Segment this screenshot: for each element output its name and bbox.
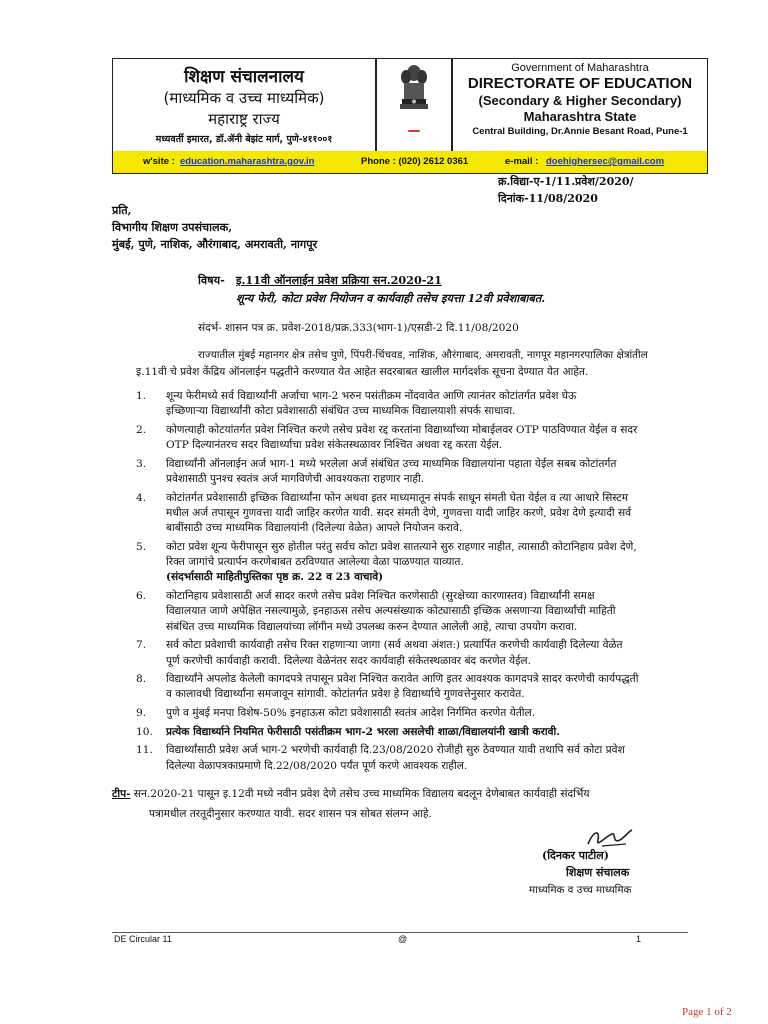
address-english: Central Building, Dr.Annie Besant Road, Pune-1	[472, 126, 688, 137]
list-item-number: 2.	[136, 423, 147, 436]
list-item	[136, 540, 706, 586]
office-name-marathi: शिक्षण संचालनालय	[184, 67, 304, 87]
state-name: Maharashtra State	[523, 109, 637, 124]
maharashtra-shasan-badge	[408, 130, 420, 132]
office-sub-marathi: (माध्यमिक व उच्च माध्यमिक)	[163, 89, 325, 107]
list-item-line: बाबींसाठी उच्च माध्यमिक विद्यालयांनी (दिलेल्या वेळेत) आपले नियोजन करावे.	[166, 522, 463, 535]
list-item-line: विद्यार्थ्यांसाठी प्रवेश अर्ज भाग-2 भरणेची कार्यवाही दि.23/08/2020 रोजीही सुरु ठेवण्यात यावी तथापि सर्व कोटा प्रवेश	[166, 744, 625, 757]
recipient-line: विभागीय शिक्षण उपसंचालक,	[112, 220, 233, 234]
email-link[interactable]: doehighersec@gmail.com	[546, 156, 665, 167]
list-item-line: OTP दिल्यानंतरच सदर विद्यार्थ्याचा प्रवेश संकेतस्थळावर निश्चित अथवा रद्द करता येईल.	[166, 439, 503, 452]
office-sub: (Secondary & Higher Secondary)	[478, 93, 682, 108]
phone-text: Phone : (020) 2612 0361	[361, 156, 469, 167]
list-item	[136, 589, 706, 635]
list-item-number: 11.	[136, 744, 153, 757]
footer-left: DE Circular 11	[114, 934, 172, 944]
list-item	[136, 672, 706, 703]
ref-number: क्र.विद्या-ए-1/11.प्रवेश/2020/	[498, 175, 634, 188]
website-link[interactable]: education.maharashtra.gov.in	[180, 156, 315, 167]
subject-label: विषय-	[198, 273, 225, 287]
letterhead-english	[453, 59, 707, 151]
list-item-line: दिलेल्या वेळापत्रकाप्रमाणे दि.22/08/2020 पर्यंत पूर्ण करणे आवश्यक राहील.	[166, 759, 468, 772]
list-item-line: प्रवेशासाठी पुनश्च स्वतंत्र अर्ज मागविणेची आवश्यकता राहणार नाही.	[166, 473, 425, 486]
list-item-line: मधील अर्ज तपासून गुणवत्ता यादी जाहिर करणेत यावी. सदर संमती देणे, गुणवत्ता यादी जाहिर करणे, प्रवेश देणे इत्यादी सर्व	[166, 506, 632, 519]
gov-name: Government of Maharashtra	[511, 62, 649, 74]
intro-line: इ.11वी चे प्रवेश केंद्रिय ऑनलाईन पद्धतीने करण्यात येत आहेत सदरबाबत खालील मार्गदर्शक सूचना देण्यात येत आहेत.	[136, 366, 589, 378]
list-item-line: पुणे व मुंबई मनपा विशेष-50% इनहाऊस कोटा प्रवेशासाठी स्वतंत्र आदेश निर्गमित करणेत येतील.	[166, 707, 536, 720]
list-item-body	[166, 457, 706, 488]
signatory-title: शिक्षण संचालक	[566, 866, 630, 879]
list-item-body	[166, 423, 706, 454]
list-item-number: 3.	[136, 457, 147, 470]
list-item-body	[166, 706, 706, 721]
list-item-line: कोटांतर्गत प्रवेशासाठी इच्छिक विद्यार्थ्यांना फोन अथवा इतर माध्यमातून संपर्क साधून संमती घेता येईल व त्या आधारे सिस्टम	[166, 491, 629, 504]
address-marathi: मध्यवर्ती इमारत, डॉ.ॲनी बेझंट मार्ग, पुणे-४११००१	[155, 134, 333, 145]
list-item-line: संबंधित उच्च माध्यमिक विद्यालयांच्या लॉगीन मध्ये उपलब्ध करुन देण्यात आलेली आहे, त्याचा उपयोग करावा.	[166, 620, 578, 633]
list-item-body	[166, 491, 706, 537]
list-item-number: 6.	[136, 590, 147, 603]
ref-date: दिनांक-11/08/2020	[498, 192, 598, 205]
list-item	[136, 457, 706, 488]
footer-mid: @	[398, 934, 408, 944]
list-item	[136, 725, 706, 740]
list-item-number: 7.	[136, 639, 147, 652]
list-item-line: विद्यार्थ्यांनी ऑनलाईन अर्ज भाग-1 मध्ये भरलेला अर्ज संबंधित उच्च माध्यमिक विद्यालयांना पहाता येईल सबब कोटांतर्गत	[166, 457, 617, 470]
list-item-line: सर्व कोटा प्रवेशाची कार्यवाही तसेच रिक्त राहणाऱ्या जागा (सर्व अथवा अंशत:) प्रत्यार्पित करणेची कार्यवाही दिलेल्या वेळेत	[166, 639, 623, 652]
list-item-body	[166, 743, 706, 774]
list-item	[136, 706, 706, 721]
email-label: e-mail :	[505, 156, 539, 167]
office-name: DIRECTORATE OF EDUCATION	[467, 75, 693, 92]
tip-line: सन.2020-21 पासून इ.12वी मध्ये नवीन प्रवेश देणे तसेच उच्च माध्यमिक विद्यालय बदलून देणेबाबत कार्यवाही संदर्भिय	[133, 788, 590, 800]
list-item-line: कोटानिहाय प्रवेशासाठी अर्ज सादर करणे तसेच प्रवेश निश्चित करणेसाठी (सुरक्षेच्या कारणास्तव) विद्यार्थ्यांनी समक्ष	[166, 590, 595, 603]
page-indicator: Page 1 of 2	[682, 1006, 732, 1018]
contact-bar	[113, 151, 707, 173]
list-item-line: रिक्त जागांचे प्रत्यार्पन करणेबाबत ठरविण्यात आलेल्या वेळा पाळण्यात याव्यात.	[166, 556, 464, 569]
subject-line: इ.11वी ऑनलाईन प्रवेश प्रक्रिया सन.2020-21	[236, 273, 442, 287]
list-item	[136, 491, 706, 537]
list-item-number: 8.	[136, 673, 147, 686]
footer-rule	[112, 932, 688, 933]
recipient-line: प्रति,	[112, 203, 132, 217]
list-item-line: शून्य फेरीमध्ये सर्व विद्यार्थ्यांनी अर्जाचा भाग-2 भरुन पसंतीक्रम नोंदवावेत आणि त्यानंतर कोटांतर्गत प्रवेश घेऊ	[166, 390, 577, 402]
state-emblem-icon	[397, 63, 431, 115]
list-item	[136, 638, 706, 669]
intro-line: राज्यातील मुंबई महानगर क्षेत्र तसेच पुणे, पिंपरी-चिंचवड, नाशिक, औरंगाबाद, अमरावती, नागपूर महानगरपालिका क्षेत्रांतील	[198, 349, 648, 361]
state-marathi: महाराष्ट्र राज्य	[208, 110, 280, 128]
tip-block	[112, 784, 712, 824]
list-item-body	[166, 389, 706, 420]
signatory-dept: माध्यमिक व उच्च माध्यमिक	[529, 884, 632, 896]
site-label: w'site :	[143, 156, 175, 167]
list-item	[136, 743, 706, 774]
list-item-number: 1.	[136, 390, 147, 402]
list-item-line: इच्छिणाऱ्या विद्यार्थ्यांनी कोटा प्रवेशासाठी संबंधित उच्च माध्यमिक विद्यालयाशी संपर्क साधावा.	[166, 405, 516, 418]
signatory-name: (दिनकर पाटील)	[542, 849, 609, 862]
tip-label: टीप-	[112, 788, 131, 800]
recipient-line: मुंबई, पुणे, नाशिक, औरंगाबाद, अमरावती, नागपूर	[112, 237, 318, 251]
list-item-line: कोणत्याही कोटयांतर्गत प्रवेश निश्चित करणे तसेच प्रवेश रद्द करतांना विद्यार्थ्यांच्या मोबाईलवर OTP पाठविण्यात येईल व सदर	[166, 423, 638, 436]
letterhead-marathi	[113, 59, 375, 151]
instructions-list	[136, 389, 706, 777]
list-item-body	[166, 638, 706, 669]
list-item-body	[166, 672, 706, 703]
footer-page: 1	[636, 934, 642, 944]
emblem-block	[377, 59, 451, 151]
list-item-body	[166, 589, 706, 635]
list-item-line: व कालावधी विद्यार्थ्यांना समजावून सांगावी. कोटांतर्गत प्रवेश हे विद्यार्थ्याचे गुणवत्तेनुसार करावेत.	[166, 688, 525, 701]
list-item	[136, 423, 706, 454]
list-item-line: विद्यार्थ्यांने अपलोड केलेली कागदपत्रे तपासून प्रवेश निश्चित करावेत आणि इतर आवश्यक कागदपत्रे सादर करणेची कार्यपद्धती	[166, 673, 639, 686]
letterhead	[112, 58, 708, 174]
list-item-line: पूर्ण करणेची कार्यवाही करावी. दिलेल्या वेळेनंतर सदर कार्यवाही संकेतस्थळावर बंद करणेत येईल.	[166, 654, 531, 667]
list-item-body	[166, 540, 706, 586]
list-item-number: 9.	[136, 707, 147, 720]
list-item-line: कोटा प्रवेश शून्य फेरीपासून सुरु होतील परंतु सर्वच कोटा प्रवेश सातत्याने सुरु राहणार नाहीत, त्यासाठी कोटानिहाय प्रवेश देणे,	[166, 540, 637, 553]
list-item-number: 10.	[136, 725, 153, 738]
list-item-note: (संदर्भासाठी माहितीपुस्तिका पृष्ठ क्र. 22 व 23 वाचावे)	[166, 571, 384, 584]
list-item-line: विद्यालयात जाणे अपेक्षित नसल्यामुळे, इनहाऊस तसेच अल्पसंख्याक कोट्यासाठी इच्छिक असणाऱ्या विद्यार्थ्यांची माहिती	[166, 605, 616, 618]
reference-line: संदर्भ- शासन पत्र क्र. प्रवेश-2018/प्रक्र.333(भाग-1)/एसडी-2 दि.11/08/2020	[198, 322, 519, 334]
list-item-body	[166, 725, 706, 740]
subject-line: शून्य फेरी, कोटा प्रवेश नियोजन व कार्यवाही तसेच इयत्ता 12वी प्रवेशाबाबत.	[236, 291, 546, 305]
tip-line: पत्रामधील तरतूदीनुसार करण्यात यावी. सदर शासन पत्र सोबत संलग्न आहे.	[149, 808, 432, 820]
list-item-number: 4.	[136, 491, 147, 504]
list-item-number: 5.	[136, 540, 147, 553]
list-item-line: प्रत्येक विद्यार्थ्याने नियमित फेरीसाठी पसंतीक्रम भाग-2 भरला असलेची शाळा/विद्यालयांनी खात्री करावी.	[166, 725, 560, 738]
list-item	[136, 389, 706, 420]
